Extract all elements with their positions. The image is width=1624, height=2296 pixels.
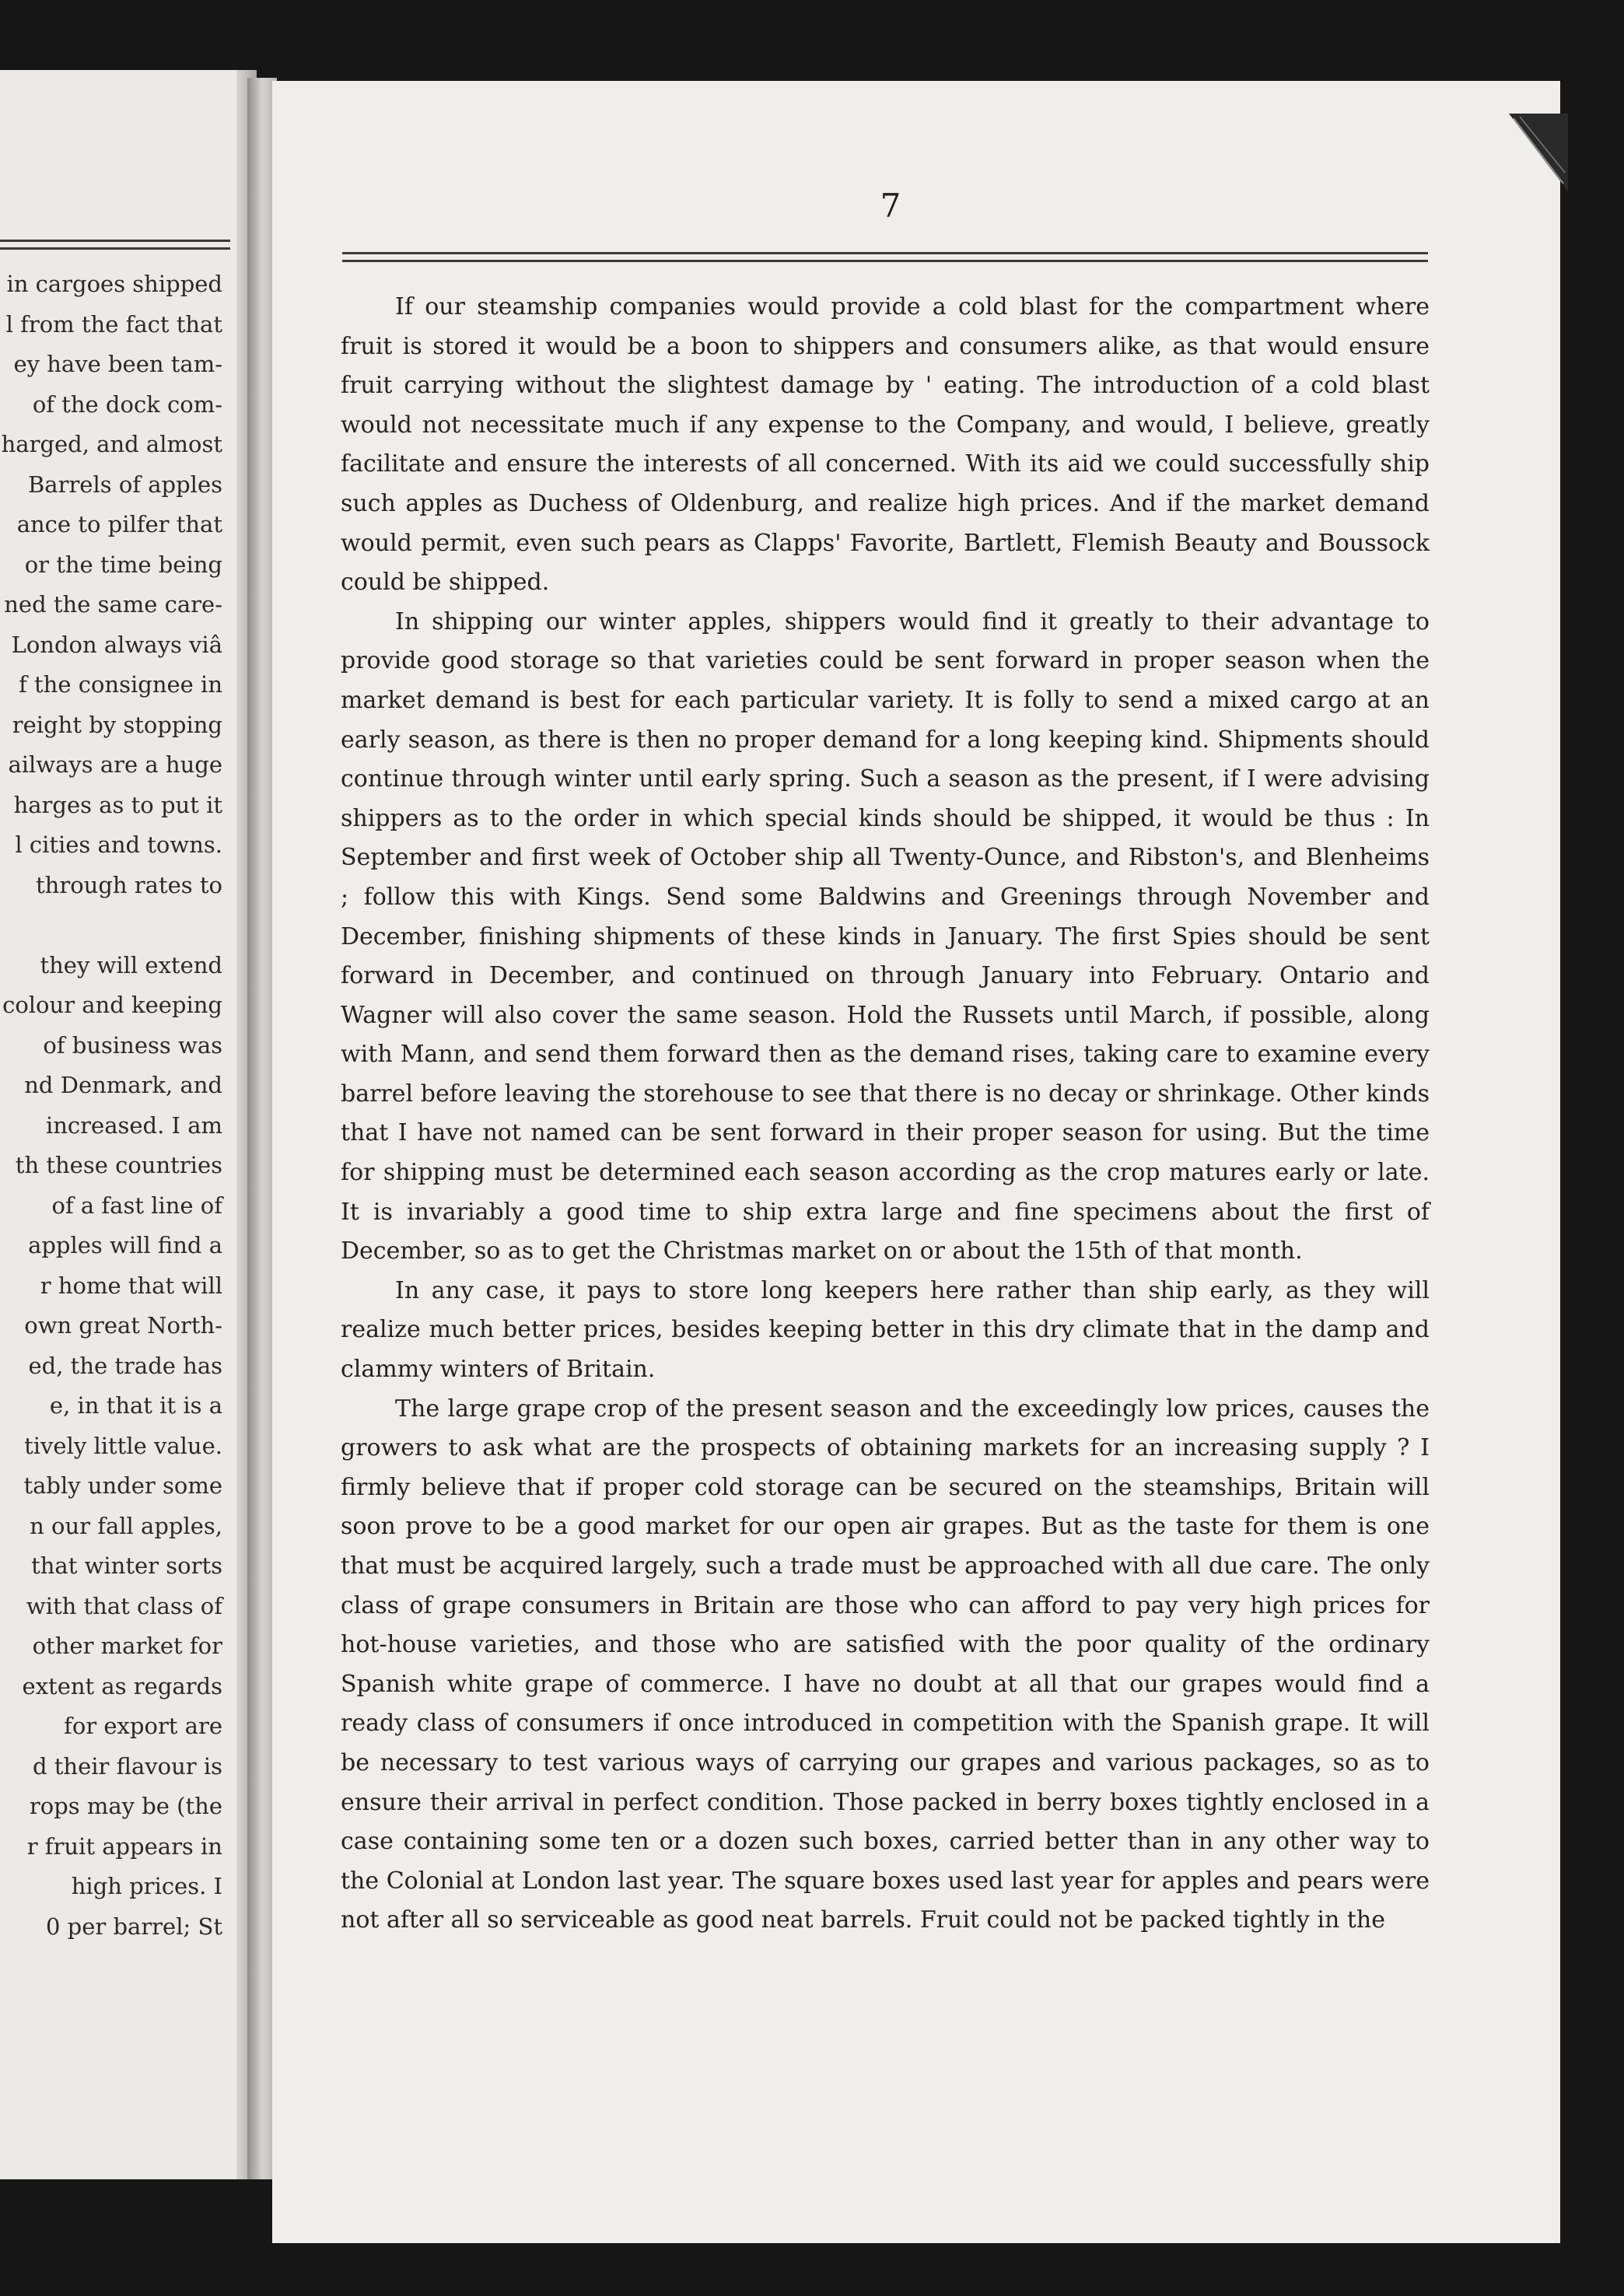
- left-page-line: ed, the trade has: [28, 1352, 222, 1379]
- left-page-line: Barrels of apples: [27, 471, 222, 498]
- left-page-line: ailways are a huge: [8, 751, 222, 778]
- left-page-line: n our fall apples,: [30, 1512, 222, 1539]
- paragraph: The large grape crop of the present season and the exceedingly low prices, causes the growers to ask what are the prospects of obtaining markets for an increasing supply ? I firmly believe that if proper cold storage can be secured on the steamships, Britain will soon prove to be a good market for our open air grapes. But as the taste for them is one that must be acquired largely, such a trade must be approached with all due care. The only class of grape consumers in Britain are those who can afford to pay very high prices for hot-house varieties, and those who are satisfied with the poor quality of the ordinary Spanish white grape of commerce. I have no doubt at all that our grapes would find a ready class of consumers if once introduced in competition with the Spanish grape. It will be necessary to test various ways of carrying our grapes and various packages, so as to ensure their arrival in perfect condition. Those packed in berry boxes tightly enclosed in a case containing some ten or a dozen such boxes, carried better than in any other way to the Colonial at London last year. The square boxes used last year for apples and pears were not after all so serviceable as good neat barrels. Fruit could not be packed tightly in the: [341, 1395, 1430, 1934]
- paragraph: In shipping our winter apples, shippers would find it greatly to their advantage to provide good storage so that varieties could be sent forward in proper season when the market demand is best for each particular variety. It is folly to send a mixed cargo at an early season, as there is then no proper demand for a long keeping kind. Shipments should continue through winter until early spring. Such a season as the present, if I were advising shippers as to the order in which special kinds should be shipped, it would be thus : In September and first week of October ship all Twenty-Ounce, and Ribston's, and Blenheims ; follow this with Kings. Send some Baldwins and Greenings through November and December, finishing shipments of these kinds in January. The first Spies should be sent forward in December, and continued on through January into February. Ontario and Wagner will also cover the same season. Hold the Russets until March, if possible, along with Mann, and send them forward then as the demand rises, taking care to examine every barrel before leaving the storehouse to see that there is no decay or shrinkage. Other kinds that I have not named can be sent forward in their proper season for using. But the time for shipping must be determined each season according as the crop matures early or late. It is invariably a good time to ship extra large and fine specimens about the first of December, so as to get the Christmas market on or about the 15th of that month.: [341, 607, 1430, 1265]
- left-header-rule-inner: [0, 247, 230, 250]
- left-page-line: f the consignee in: [19, 671, 222, 698]
- left-page: [0, 70, 257, 2179]
- paragraph: If our steamship companies would provide a cold blast for the compartment where fruit is stored it would be a boon to shippers and consumers alike, as that would ensure fruit carrying without the slightest damage by ' eating. The introduction of a cold blast would not necessitate much if any expense to the Company, and would, I believe, greatly facilitate and ensure the interests of all concerned. With its aid we could successfully ship such apples as Duchess of Oldenburg, and realize high prices. And if the market demand would permit, even such pears as Clapps' Favorite, Bartlett, Flemish Beauty and Boussock could be shipped.: [341, 293, 1430, 597]
- left-page-line: own great North-: [24, 1312, 222, 1339]
- left-page-line: rops may be (the: [29, 1793, 222, 1819]
- left-page-line: tively little value.: [24, 1432, 222, 1459]
- left-page-line: of a fast line of: [51, 1192, 222, 1219]
- paragraph: In any case, it pays to store long keepers here rather than ship early, as they will realize much better prices, besides keeping better in this dry climate that in the damp and clammy winters of Britain.: [341, 1276, 1430, 1384]
- left-page-line: ance to pilfer that: [16, 511, 222, 537]
- header-rule-top: [342, 252, 1428, 254]
- left-page-line: 0 per barrel; St: [45, 1913, 222, 1940]
- header-rule-bottom: [342, 260, 1428, 262]
- left-page-line: l cities and towns.: [15, 831, 222, 858]
- left-page-line: th these countries: [15, 1152, 222, 1178]
- left-page-line: through rates to: [36, 871, 222, 898]
- left-page-line: e, in that it is a: [49, 1392, 222, 1419]
- left-header-rule: [0, 240, 230, 242]
- left-page-line: harges as to put it: [13, 791, 222, 818]
- left-page-line: r fruit appears in: [26, 1832, 222, 1860]
- left-page-line: l from the fact that: [5, 310, 222, 338]
- left-page-line: colour and keeping: [2, 992, 222, 1018]
- left-page-line: nd Denmark, and: [24, 1072, 222, 1098]
- left-page-line: increased. I am: [45, 1111, 222, 1139]
- left-page-line: r home that will: [40, 1272, 222, 1299]
- left-page-line: high prices. I: [71, 1873, 222, 1899]
- left-page-line: other market for: [32, 1633, 222, 1659]
- left-page-line: of the dock com-: [32, 390, 222, 418]
- left-page-line: with that class of: [26, 1592, 222, 1619]
- left-page-line: ned the same care-: [4, 591, 222, 618]
- left-page-line: for export are: [64, 1713, 222, 1739]
- left-page-line: they will extend: [40, 951, 222, 978]
- left-page-line: harged, and almost: [1, 431, 222, 457]
- folded-corner-icon: [1509, 114, 1568, 191]
- left-page-line: of business was: [43, 1031, 222, 1059]
- page-number: 7: [880, 187, 901, 225]
- left-page-line: in cargoes shipped: [6, 271, 222, 297]
- left-page-line: tably under some: [23, 1472, 222, 1499]
- left-page-line: d their flavour is: [32, 1752, 222, 1780]
- left-page-line: that winter sorts: [31, 1552, 222, 1579]
- left-page-line: extent as regards: [22, 1672, 222, 1699]
- left-page-line: ey have been tam-: [13, 351, 222, 377]
- body-text: [341, 288, 1430, 1941]
- left-page-line: London always viâ: [11, 631, 222, 658]
- left-page-line: apples will find a: [28, 1232, 222, 1258]
- left-page-line: or the time being: [24, 551, 222, 578]
- left-page-line: reight by stopping: [12, 711, 222, 738]
